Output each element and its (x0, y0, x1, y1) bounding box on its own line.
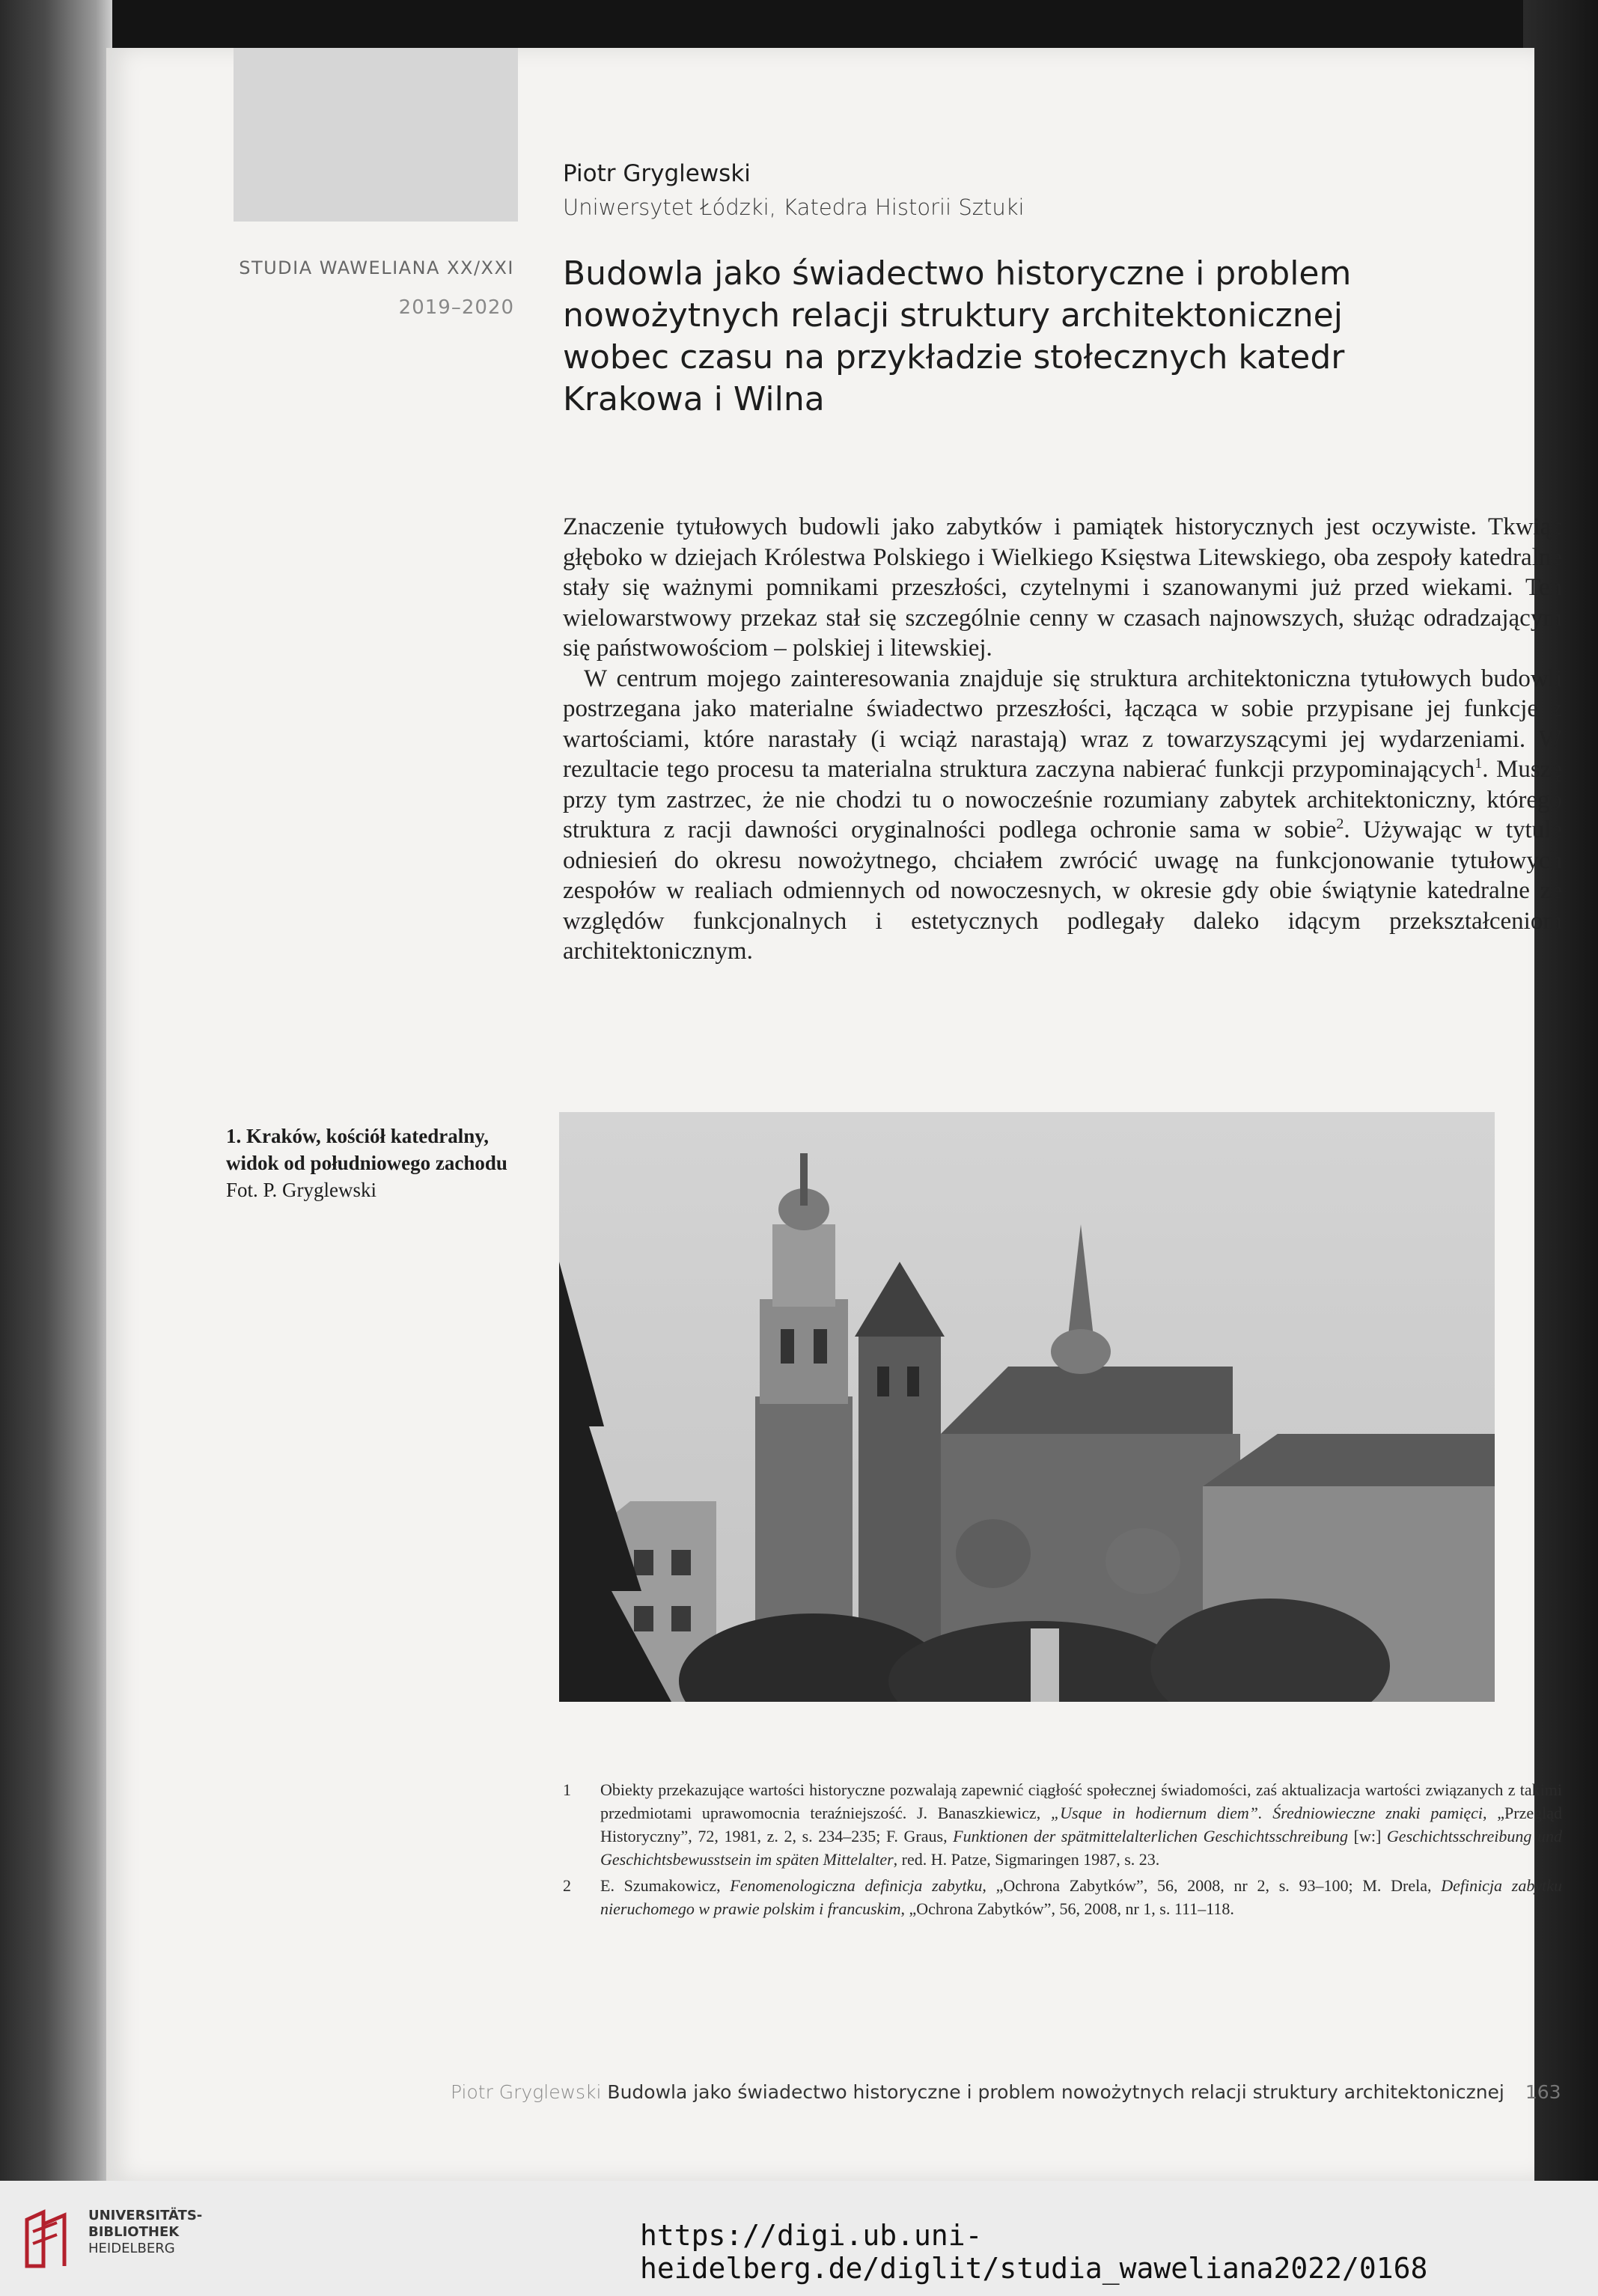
article-body (563, 512, 1562, 967)
scanner-background-top (0, 0, 1598, 49)
article-title (563, 253, 1446, 421)
paragraph-2: W centrum mojego zainteresowania znajduje się struktura architektoniczna tytułowych budowli postrzegana jako materialne świadectwo przeszłości, łącząca w sobie przypisane jej funkcje z wartościami, które narastały (i wciąż narastają) wraz z towarzyszącymi jej wydarzeniami. W rezultacie tego procesu ta materialna struktura zaczyna nabierać funkcji przypominających$^1$. Muszę przy tym zastrzec, że nie chodzi tu o nowocześnie rozumiany zabytek architektoniczny, którego struktura z racji dawności oryginalności podlega ochronie sama w sobie$^2$. Używając w tytule odniesień do okresu nowożytnego, chciałem zwrócić uwagę na funkcjonowanie tytułowych zespołów w realiach odmiennych od nowoczesnych, w okresie gdy obie świątynie katedralne ze względów funkcjonalnych i estetycznych podlegały daleko idącym przekształceniom architektonicznym. (563, 665, 1563, 965)
cathedral-photo-image (559, 1112, 1495, 1702)
header-grey-block (234, 48, 518, 222)
journal-name: STUDIA WAWELIANA XX/XXI (239, 257, 514, 278)
title-line: wobec czasu na przykładzie stołecznych katedr (563, 338, 1345, 376)
page-url[interactable]: https://digi.ub.uni-heidelberg.de/diglit/studia_waweliana2022/0168 (640, 2219, 1428, 2285)
title-line: Budowla jako świadectwo historyczne i problem (563, 254, 1352, 293)
running-footer (451, 2081, 1561, 2103)
author-name: Piotr Gryglewski (563, 160, 751, 187)
scanner-background-left (0, 0, 112, 2296)
book-page (106, 48, 1563, 2181)
footnote-number: 2 (563, 1876, 571, 1895)
photo-credit: Fot. P. Gryglewski (226, 1179, 377, 1201)
cathedral-photo (559, 1112, 1495, 1702)
footnotes (563, 1778, 1562, 1923)
journal-years: 2019–2020 (398, 296, 514, 319)
scanner-background-right (1523, 0, 1598, 2296)
caption-title: 1. Kraków, kościół katedralny, widok od południowego zachodu (226, 1125, 507, 1174)
title-line: Krakowa i Wilna (563, 380, 825, 418)
footnote-2: 2 E. Szumakowicz, Fenomenologiczna definicja zabytku, „Ochrona Zabytków”, 56, 2008, nr 2, s. 93–100; M. Drela, Definicja zabytku nieruchomego w prawie polskim i francuskim, „Ochrona Zabytków”, 56, 2008, nr 1, s. 111–118. (563, 1874, 1562, 1920)
footnote-ref-1[interactable]: 1 (1475, 755, 1483, 772)
footnote-1: 1 Obiekty przekazujące wartości historyczne pozwalają zapewnić ciągłość społecznej świadomości, zaś aktualizacja wartości związanych z takimi przedmiotami uprawomocnia teraźniejszość. J. Banaszkiewicz, „Usque in hodiernum diem”. Średniowieczne znaki pamięci, „Przegląd Historyczny”, 72, 1981, z. 2, s. 234–235; F. Graus, Funktionen der spätmittelalterlichen Geschichtsschreibung [w:] Geschichtsschreibung und Geschichtsbewusstsein im späten Mittelalter, red. H. Patze, Sigmaringen 1987, s. 23. (563, 1778, 1562, 1871)
footnote-ref-2[interactable]: 2 (1336, 816, 1344, 832)
university-library-logo-icon (21, 2209, 73, 2269)
footer-author: Piotr Gryglewski (451, 2081, 602, 2103)
figure-caption (226, 1123, 540, 1203)
page-number: 163 (1525, 2081, 1561, 2103)
footer-title: Budowla jako świadectwo historyczne i problem nowożytnych relacji struktury architektonicznej (607, 2081, 1504, 2103)
footnote-number: 1 (563, 1780, 571, 1799)
paragraph-1: Znaczenie tytułowych budowli jako zabytków i pamiątek historycznych jest oczywiste. Tkwiąc głęboko w dziejach Królestwa Polskiego i Wielkiego Księstwa Litewskiego, oba zespoły katedralne stały się ważnymi pomnikami przeszłości, czytelnymi i szanowanymi już przed wiekami. Ten wielowarstwowy przekaz stał się szczególnie cenny w czasach najnowszych, służąc odradzającym się państwowościom – polskiej i litewskiej. (563, 513, 1562, 662)
author-affiliation: Uniwersytet Łódzki, Katedra Historii Sztuki (563, 195, 1025, 220)
title-line: nowożytnych relacji struktury architektonicznej (563, 296, 1343, 335)
library-name: UNIVERSITÄTS- BIBLIOTHEK HEIDELBERG (88, 2208, 203, 2256)
